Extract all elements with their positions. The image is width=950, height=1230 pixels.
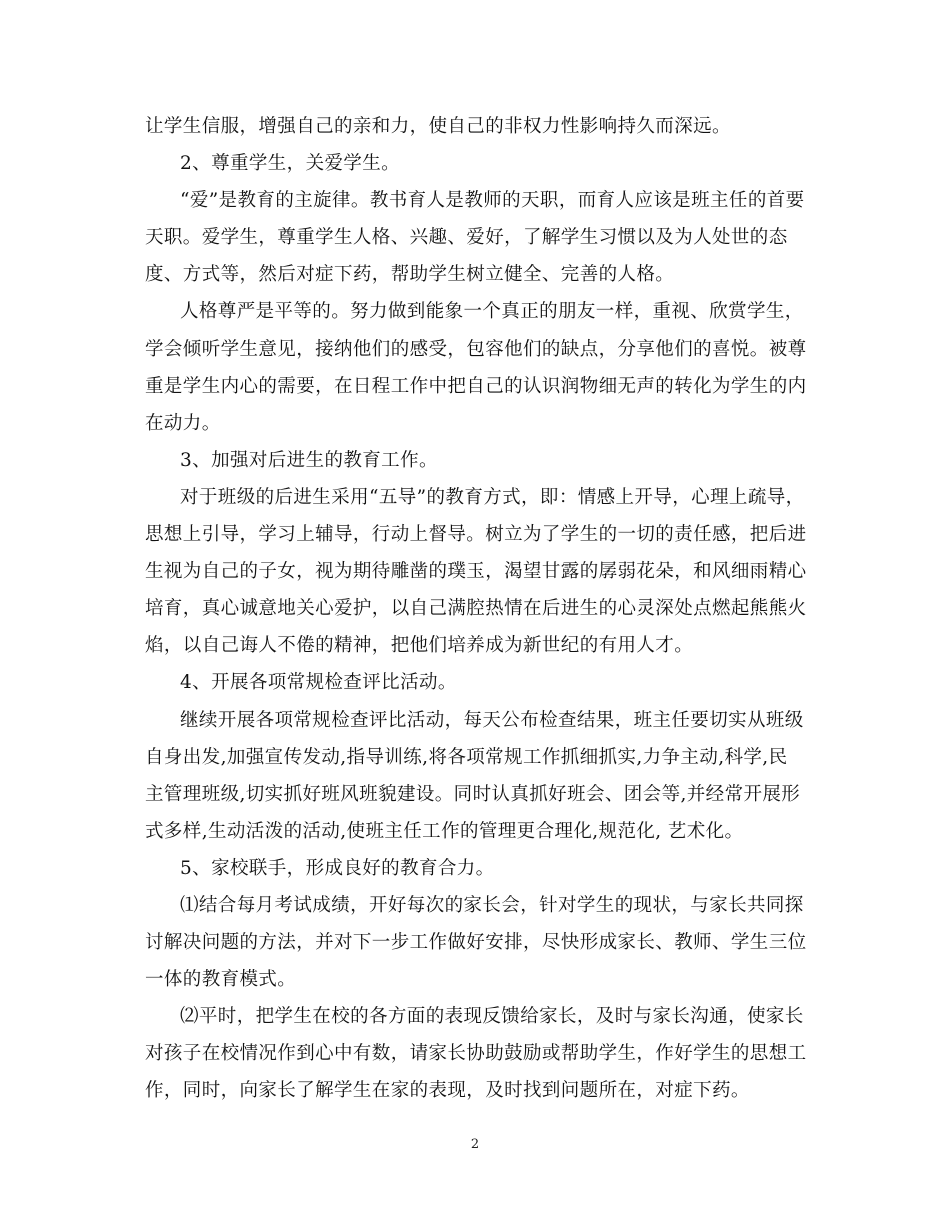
paragraph-line: 思想上引导，学习上辅导，行动上督导。树立为了学生的一切的责任感，把后进 [145,524,807,546]
paragraph-line: 焰，以自己诲人不倦的精神，把他们培养成为新世纪的有用人才。 [145,635,694,657]
paragraph-first-line: 继续开展各项常规检查评比活动，每天公布检查结果，班主任要切实从班级 [180,709,804,731]
page-number: 2 [470,1137,480,1152]
paragraph-line: 生视为自己的子女，视为期待雕凿的璞玉，渴望甘露的孱弱花朵，和风细雨精心 [145,561,807,583]
paragraph-line: 重是学生内心的需要，在日程工作中把自己的认识润物细无声的转化为学生的内 [145,375,807,397]
paragraph-first-line: 人格尊严是平等的。努力做到能象一个真正的朋友一样，重视、欣赏学生， [180,301,804,323]
paragraph-line: 主管理班级,切实抓好班风班貌建设。同时认真抓好班会、团会等,并经常开展形 [145,783,801,805]
paragraph-first-line: ⑵平时，把学生在校的各方面的表现反馈给家长，及时与家长沟通，使家长 [180,1006,804,1028]
paragraph-first-line: 4、开展各项常规检查评比活动。 [180,672,457,694]
paragraph-first-line: “爱”是教育的主旋律。教书育人是教师的天职，而育人应该是班主任的首要 [180,190,805,212]
paragraph-line: 对孩子在校情况作到心中有数，请家长协助鼓励或帮助学生，作好学生的思想工 [145,1043,807,1065]
paragraph-first-line: 3、加强对后进生的教育工作。 [180,449,438,471]
paragraph-line: 作，同时，向家长了解学生在家的表现，及时找到问题所在，对症下药。 [145,1080,750,1102]
paragraph-first-line: 2、尊重学生，关爱学生。 [180,153,401,175]
paragraph-line: 一体的教育模式。 [145,969,297,991]
paragraph-first-line: 对于班级的后进生采用“五导”的教育方式，即：情感上开导，心理上疏导， [180,486,805,508]
document-body [145,108,805,1110]
paragraph-line: 式多样,生动活泼的活动,使班主任工作的管理更合理化,规范化, 艺术化。 [145,820,744,842]
paragraph-first-line: ⑴结合每月考试成绩，开好每次的家长会，针对学生的现状，与家长共同探 [180,894,804,916]
paragraph-line: 自身出发,加强宣传发动,指导训练,将各项常规工作抓细抓实,力争主动,科学,民 [145,746,788,768]
paragraph-first-line: 5、家校联手，形成良好的教育合力。 [180,857,495,879]
paragraph-line: 学会倾听学生意见，接纳他们的感受，包容他们的缺点，分享他们的喜悦。被尊 [145,338,807,360]
paragraph-line: 在动力。 [145,412,221,434]
paragraph-line: 天职。爱学生，尊重学生人格、兴趣、爱好，了解学生习惯以及为人处世的态 [145,227,788,249]
paragraph-line: 培育，真心诚意地关心爱护，以自己满腔热情在后进生的心灵深处点燃起熊熊火 [145,598,807,620]
paragraph-line: 讨解决问题的方法，并对下一步工作做好安排，尽快形成家长、教师、学生三位 [145,932,807,954]
paragraph-line: 让学生信服，增强自己的亲和力，使自己的非权力性影响持久而深远。 [145,116,731,137]
paragraph-line: 度、方式等，然后对症下药，帮助学生树立健全、完善的人格。 [145,264,675,286]
